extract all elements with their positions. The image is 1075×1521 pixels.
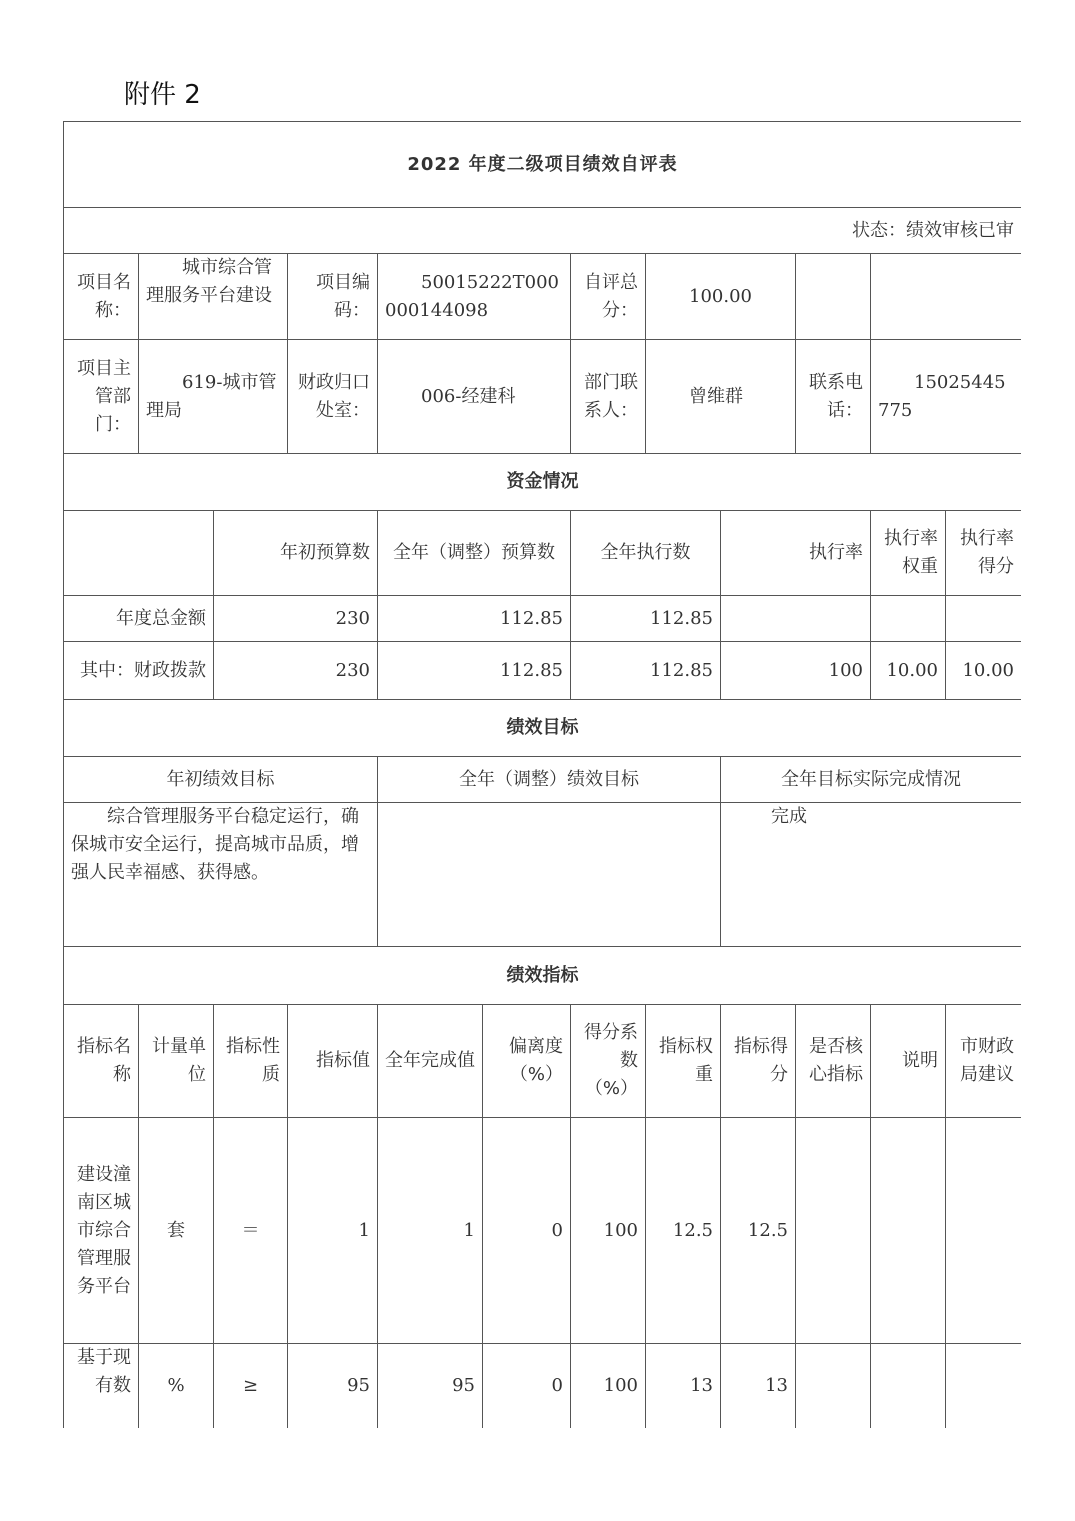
funds-header-executed: 全年执行数 — [571, 511, 721, 596]
funds-execution-rate: 100 — [721, 642, 871, 700]
self-score-value: 100.00 — [646, 254, 796, 340]
goals-header-adjusted: 全年（调整）绩效目标 — [378, 757, 721, 803]
attachment-label: 附件 2 — [124, 80, 201, 110]
project-name-label: 项目名称： — [64, 254, 139, 340]
finance-office-value: 006-经建科 — [378, 340, 571, 454]
ind-score: 13 — [721, 1344, 796, 1429]
funds-adjusted-budget: 112.85 — [378, 642, 571, 700]
ind-coefficient: 100 — [571, 1118, 646, 1344]
ind-header-nature: 指标性质 — [214, 1005, 288, 1118]
self-score-label: 自评总分： — [571, 254, 646, 340]
ind-suggestion — [946, 1344, 1022, 1429]
project-code-label: 项目编码： — [288, 254, 378, 340]
goals-section-title: 绩效目标 — [64, 700, 1022, 757]
ind-header-unit: 计量单位 — [139, 1005, 214, 1118]
contact-label: 部门联系人： — [571, 340, 646, 454]
ind-header-name: 指标名称 — [64, 1005, 139, 1118]
dept-value: 619-城市管理局 — [139, 340, 288, 454]
ind-header-coefficient: 得分系数（%） — [571, 1005, 646, 1118]
funds-header-initial-budget: 年初预算数 — [214, 511, 378, 596]
empty-cell — [796, 254, 871, 340]
goals-actual-text: 完成 — [721, 803, 1022, 947]
ind-nature: ≥ — [214, 1344, 288, 1429]
funds-header-execution-rate: 执行率 — [721, 511, 871, 596]
goals-initial-text: 综合管理服务平台稳定运行，确保城市安全运行，提高城市品质，增强人民幸福感、获得感。 — [64, 803, 378, 947]
funds-rate-weight: 10.00 — [871, 642, 946, 700]
ind-weight: 13 — [646, 1344, 721, 1429]
ind-note — [871, 1344, 946, 1429]
ind-deviation: 0 — [483, 1344, 571, 1429]
goals-header-actual: 全年目标实际完成情况 — [721, 757, 1022, 803]
ind-header-weight: 指标权重 — [646, 1005, 721, 1118]
goals-header-initial: 年初绩效目标 — [64, 757, 378, 803]
funds-row-label: 其中：财政拨款 — [64, 642, 214, 700]
project-code-value: 50015222T000000144098 — [378, 254, 571, 340]
phone-value: 15025445775 — [871, 340, 1022, 454]
ind-score: 12.5 — [721, 1118, 796, 1344]
ind-core — [796, 1118, 871, 1344]
ind-weight: 12.5 — [646, 1118, 721, 1344]
ind-name: 建设潼南区城市综合管理服务平台 — [64, 1118, 139, 1344]
dept-label: 项目主管部门： — [64, 340, 139, 454]
ind-suggestion — [946, 1118, 1022, 1344]
ind-coefficient: 100 — [571, 1344, 646, 1429]
funds-executed: 112.85 — [571, 596, 721, 642]
ind-name: 基于现有数 — [64, 1344, 139, 1429]
phone-label: 联系电话： — [796, 340, 871, 454]
funds-rate-score — [946, 596, 1022, 642]
funds-header-rate-weight: 执行率权重 — [871, 511, 946, 596]
ind-header-deviation: 偏离度（%） — [483, 1005, 571, 1118]
ind-nature: ＝ — [214, 1118, 288, 1344]
ind-note — [871, 1118, 946, 1344]
finance-office-label: 财政归口处室： — [288, 340, 378, 454]
funds-header-rate-score: 执行率得分 — [946, 511, 1022, 596]
ind-target: 1 — [288, 1118, 378, 1344]
contact-value: 曾维群 — [646, 340, 796, 454]
funds-row-label: 年度总金额 — [64, 596, 214, 642]
goals-adjusted-text — [378, 803, 721, 947]
ind-unit: % — [139, 1344, 214, 1429]
status-badge: 状态：绩效审核已审 — [64, 208, 1022, 254]
ind-core — [796, 1344, 871, 1429]
indicators-section-title: 绩效指标 — [64, 947, 1022, 1005]
funds-rate-weight — [871, 596, 946, 642]
funds-rate-score: 10.00 — [946, 642, 1022, 700]
funds-initial-budget: 230 — [214, 642, 378, 700]
ind-unit: 套 — [139, 1118, 214, 1344]
page-title: 2022 年度二级项目绩效自评表 — [64, 122, 1022, 208]
funds-executed: 112.85 — [571, 642, 721, 700]
ind-completed: 95 — [378, 1344, 483, 1429]
funds-initial-budget: 230 — [214, 596, 378, 642]
ind-header-completed: 全年完成值 — [378, 1005, 483, 1118]
project-name-value: 城市综合管理服务平台建设 — [139, 254, 288, 340]
ind-target: 95 — [288, 1344, 378, 1429]
evaluation-table — [63, 121, 1021, 1428]
funds-execution-rate — [721, 596, 871, 642]
evaluation-form — [63, 121, 1021, 1428]
ind-header-score: 指标得分 — [721, 1005, 796, 1118]
empty-cell — [871, 254, 1022, 340]
ind-deviation: 0 — [483, 1118, 571, 1344]
funds-section-title: 资金情况 — [64, 454, 1022, 511]
ind-header-core: 是否核心指标 — [796, 1005, 871, 1118]
funds-adjusted-budget: 112.85 — [378, 596, 571, 642]
funds-header-adjusted-budget: 全年（调整）预算数 — [378, 511, 571, 596]
ind-header-suggestion: 市财政局建议 — [946, 1005, 1022, 1118]
ind-completed: 1 — [378, 1118, 483, 1344]
ind-header-note: 说明 — [871, 1005, 946, 1118]
funds-header-blank — [64, 511, 214, 596]
ind-header-target: 指标值 — [288, 1005, 378, 1118]
